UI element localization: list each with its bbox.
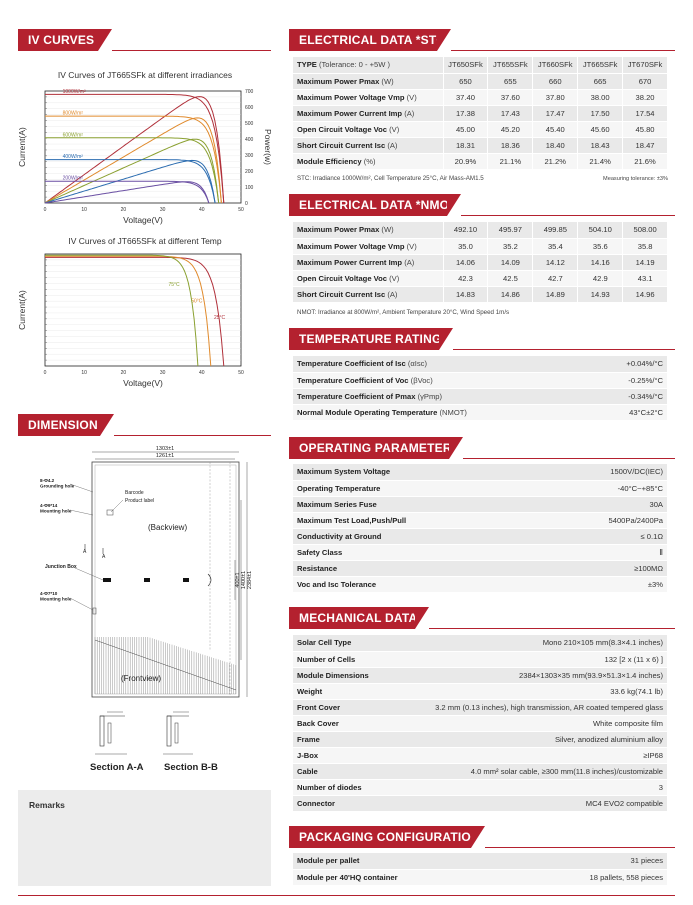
value-cell: 17.43 (488, 105, 533, 121)
row-label: Number of diodes (293, 779, 387, 795)
table-row (293, 512, 667, 528)
model-cell: JT665SFk (578, 57, 623, 73)
series-label: 50°C (191, 298, 203, 305)
value-cell: 43.1 (623, 270, 667, 286)
row-label: Front Cover (293, 699, 387, 715)
model-cell: JT670SFk (623, 57, 667, 73)
value-cell: 650 (443, 73, 488, 89)
table-row (293, 715, 667, 731)
mechanical-table (293, 635, 667, 812)
value-cell: -0.34%/°C (592, 388, 667, 404)
table-row (293, 238, 667, 254)
table-row (293, 137, 667, 153)
row-label: Normal Module Operating Temperature (NMOT) (293, 404, 592, 420)
dimension-header (18, 414, 271, 436)
value-cell: ≥100MΩ (537, 560, 667, 576)
value-cell: 43°C±2°C (592, 404, 667, 420)
height-inner-label: 400±1 (235, 572, 241, 588)
value-cell: 655 (488, 73, 533, 89)
table-row (293, 779, 667, 795)
row-label: J-Box (293, 747, 387, 763)
packaging-table (293, 853, 667, 886)
mounting-hole-label-2: 4-Φ7*10 Mounting hole (40, 591, 72, 602)
table-row (293, 270, 667, 286)
y-axis-label: Current(A) (17, 127, 27, 167)
series-label: 25°C (213, 314, 226, 321)
row-label: Module Dimensions (293, 667, 387, 683)
stc-note: STC: Irradiance 1000W/m², Cell Temperature 25°C, Air Mass-AM1.5 (297, 175, 484, 182)
x-tick-label: 10 (81, 207, 87, 213)
table-row (293, 388, 667, 404)
iv-curve-2 (45, 138, 219, 203)
table-row (293, 222, 667, 238)
table-row (293, 254, 667, 270)
height-outer-label: 2384±1 (247, 570, 253, 590)
x-tick-label: 30 (159, 207, 166, 213)
value-cell: 37.80 (533, 89, 578, 105)
y2-tick-label: 500 (245, 121, 254, 127)
nmot-note: NMOT: Irradiance at 800W/m², Ambient Temperature 20°C, Wind Speed 1m/s (297, 309, 510, 316)
value-cell: 45.20 (488, 121, 533, 137)
chart2-title: IV Curves of JT665SFk at different Temp (68, 236, 222, 246)
value-cell: 42.5 (488, 270, 533, 286)
value-cell: 3 (387, 779, 667, 795)
temperature-header (289, 328, 675, 350)
table-row (293, 731, 667, 747)
table-row (293, 404, 667, 420)
mounting-hole-label-1: 4-Φ9*14 Mounting hole (40, 503, 72, 514)
value-cell: 3.2 mm (0.13 inches), high transmission, AR coated tempered glass (387, 699, 667, 715)
value-cell: 14.06 (443, 254, 488, 270)
header-notch (439, 328, 453, 350)
value-cell: Ⅱ (537, 544, 667, 560)
value-cell: MC4 EVO2 compatible (387, 795, 667, 811)
value-cell: 14.19 (623, 254, 667, 270)
header-rule (451, 50, 675, 51)
row-label: Conductivity at Ground (293, 528, 537, 544)
value-cell: 45.60 (578, 121, 623, 137)
value-cell: 31 pieces (507, 853, 667, 869)
row-label: Weight (293, 683, 387, 699)
value-cell: 37.40 (443, 89, 488, 105)
table-row (293, 667, 667, 683)
row-label: Temperature Coefficient of Isc (αIsc) (293, 356, 592, 372)
header-rule (461, 215, 675, 216)
value-cell: 499.85 (533, 222, 578, 238)
value-cell: 14.96 (623, 286, 667, 302)
nmot-table (293, 222, 667, 303)
x-tick-label: 50 (238, 370, 244, 376)
packaging-title: PACKAGING CONFIGURATION (289, 826, 471, 848)
row-label: Back Cover (293, 715, 387, 731)
row-label: Safety Class (293, 544, 537, 560)
series-label: 800W/m² (62, 110, 83, 117)
mechanical-header (289, 607, 675, 629)
stc-header (289, 29, 675, 51)
row-label: Temperature Coefficient of Voc (βVoc) (293, 372, 592, 388)
temperature-title: TEMPERATURE RATINGS (289, 328, 439, 350)
stc-table (293, 57, 667, 170)
y2-axis-label: Power(w) (263, 129, 273, 165)
value-cell: 17.38 (443, 105, 488, 121)
value-cell: 132 [2 x (11 x 6) ] (387, 651, 667, 667)
value-cell: Mono 210×105 mm(8.3×4.1 inches) (387, 635, 667, 651)
header-notch (471, 826, 485, 848)
width-inner-label: 1261±1 (155, 453, 175, 459)
row-label: Module per pallet (293, 853, 507, 869)
value-cell: 21.2% (533, 153, 578, 169)
row-label: Module Efficiency (%) (293, 153, 443, 169)
table-row (293, 747, 667, 763)
series-label: 600W/m² (62, 132, 83, 139)
junction-box-label: Junction Box (45, 564, 77, 570)
stc-title: ELECTRICAL DATA *STC (289, 29, 437, 51)
iv-curve-1 (45, 256, 211, 366)
table-row (293, 528, 667, 544)
section-a-label: Section A-A (90, 762, 144, 773)
type-label: TYPE (Tolerance: 0 - +5W ) (293, 57, 443, 73)
value-cell: 17.47 (533, 105, 578, 121)
value-cell: 21.4% (578, 153, 623, 169)
width-outer-label: 1303±1 (155, 446, 175, 452)
header-notch (447, 194, 461, 216)
value-cell: 18.31 (443, 137, 488, 153)
temperature-table (293, 356, 667, 421)
dimension-drawing (15, 440, 275, 780)
table-row (293, 356, 667, 372)
row-label: Maximum Power Voltage Vmp (V) (293, 238, 443, 254)
row-label: Module per 40'HQ container (293, 869, 507, 885)
y2-tick-label: 0 (245, 201, 248, 207)
value-cell: 18.43 (578, 137, 623, 153)
remarks-box (18, 790, 271, 886)
series-label: 200W/m² (62, 175, 83, 182)
section-b-label: Section B-B (164, 762, 218, 773)
x-tick-label: 0 (43, 370, 47, 376)
value-cell: 14.12 (533, 254, 578, 270)
row-label: Operating Temperature (293, 480, 537, 496)
value-cell: 35.6 (578, 238, 623, 254)
row-label: Short Circuit Current Isc (A) (293, 286, 443, 302)
value-cell: 18.47 (623, 137, 667, 153)
frontview-cell-grid (95, 637, 236, 694)
plot-frame (45, 254, 241, 366)
table-row (293, 286, 667, 302)
irradiance-iv-chart (10, 80, 280, 230)
value-cell: -40°C~+85°C (537, 480, 667, 496)
grounding-hole-label: 8-Φ4.2 Grounding hole (40, 478, 75, 489)
operating-header (289, 437, 675, 459)
value-cell: 20.9% (443, 153, 488, 169)
section-a-drawing (95, 712, 127, 754)
x-tick-label: 10 (81, 370, 87, 376)
row-label: Maximum Series Fuse (293, 496, 537, 512)
header-notch (100, 414, 114, 436)
model-cell: JT655SFk (488, 57, 533, 73)
value-cell: 4.0 mm² solar cable, ≥300 mm(11.8 inches)/customizable (387, 763, 667, 779)
x-tick-label: 40 (199, 207, 205, 213)
series-label: 400W/m² (62, 154, 83, 161)
backview-label: (Backview) (148, 523, 188, 532)
x-tick-label: 20 (120, 207, 127, 213)
temperature-iv-chart (10, 245, 280, 390)
nmot-header (289, 194, 675, 216)
table-row (293, 683, 667, 699)
packaging-header (289, 826, 675, 848)
row-label: Solar Cell Type (293, 635, 387, 651)
table-row (293, 651, 667, 667)
section-marker: A (102, 554, 106, 560)
height-mid-label: 1400±1 (241, 570, 247, 590)
table-row (293, 853, 667, 869)
row-label: Cable (293, 763, 387, 779)
value-cell: 660 (533, 73, 578, 89)
y2-tick-label: 100 (245, 185, 254, 191)
row-label: Resistance (293, 560, 537, 576)
nmot-title: ELECTRICAL DATA *NMOT (289, 194, 447, 216)
value-cell: 45.00 (443, 121, 488, 137)
value-cell: 14.93 (578, 286, 623, 302)
y2-tick-label: 700 (245, 89, 254, 95)
y2-tick-label: 300 (245, 153, 254, 159)
value-cell: 2384×1303×35 mm(93.9×51.3×1.4 inches) (387, 667, 667, 683)
series-label: 1000W/m² (62, 88, 86, 95)
header-rule (429, 628, 675, 629)
table-row (293, 57, 667, 73)
value-cell: 5400Pa/2400Pa (537, 512, 667, 528)
row-label: Number of Cells (293, 651, 387, 667)
row-label: Maximum Power Current Imp (A) (293, 254, 443, 270)
header-notch (98, 29, 112, 51)
value-cell: 21.6% (623, 153, 667, 169)
header-notch (415, 607, 429, 629)
row-label: Connector (293, 795, 387, 811)
header-rule (453, 349, 675, 350)
value-cell: 508.00 (623, 222, 667, 238)
y2-tick-label: 200 (245, 169, 254, 175)
section-b-drawing (163, 712, 193, 754)
value-cell: 14.86 (488, 286, 533, 302)
row-label: Maximum System Voltage (293, 464, 537, 480)
value-cell: 38.20 (623, 89, 667, 105)
value-cell: ≥IP68 (387, 747, 667, 763)
table-row (293, 763, 667, 779)
table-row (293, 635, 667, 651)
y2-tick-label: 400 (245, 137, 254, 143)
y2-tick-label: 600 (245, 105, 254, 111)
table-row (293, 372, 667, 388)
row-label: Open Circuit Voltage Voc (V) (293, 121, 443, 137)
table-row (293, 89, 667, 105)
row-label: Temperature Coefficient of Pmax (γPmp) (293, 388, 592, 404)
value-cell: +0.04%/°C (592, 356, 667, 372)
row-label: Maximum Power Voltage Vmp (V) (293, 89, 443, 105)
value-cell: 504.10 (578, 222, 623, 238)
value-cell: 18.36 (488, 137, 533, 153)
table-row (293, 496, 667, 512)
value-cell: 35.4 (533, 238, 578, 254)
model-cell: JT660SFk (533, 57, 578, 73)
header-rule (114, 435, 271, 436)
x-axis-label: Voltage(V) (123, 378, 163, 388)
value-cell: 670 (623, 73, 667, 89)
frontview-label: (Frontview) (121, 674, 162, 683)
dimension-title: DIMENSION (18, 414, 100, 436)
value-cell: 42.7 (533, 270, 578, 286)
header-rule (485, 847, 675, 848)
model-cell: JT650SFk (443, 57, 488, 73)
chart1-title: IV Curves of JT665SFk at different irradiances (57, 70, 233, 80)
value-cell: 1500V/DC(IEC) (537, 464, 667, 480)
table-row (293, 105, 667, 121)
x-tick-label: 20 (120, 370, 127, 376)
row-label: Voc and Isc Tolerance (293, 576, 537, 592)
value-cell: 38.00 (578, 89, 623, 105)
value-cell: White composite film (387, 715, 667, 731)
table-row (293, 576, 667, 592)
value-cell: 492.10 (443, 222, 488, 238)
header-notch (449, 437, 463, 459)
row-label: Maximum Power Current Imp (A) (293, 105, 443, 121)
x-axis-label: Voltage(V) (123, 215, 163, 225)
row-label: Frame (293, 731, 387, 747)
table-row (293, 121, 667, 137)
value-cell: 21.1% (488, 153, 533, 169)
row-label: Maximum Power Pmax (W) (293, 73, 443, 89)
header-rule (112, 50, 271, 51)
table-row (293, 699, 667, 715)
x-tick-label: 0 (43, 207, 47, 213)
series-label: 75°C (168, 281, 180, 288)
value-cell: 45.80 (623, 121, 667, 137)
value-cell: ±3% (537, 576, 667, 592)
value-cell: 42.9 (578, 270, 623, 286)
value-cell: 18.40 (533, 137, 578, 153)
iv-curves-header (18, 29, 271, 51)
header-rule (463, 458, 675, 459)
value-cell: 30A (537, 496, 667, 512)
x-tick-label: 50 (238, 207, 244, 213)
header-notch (437, 29, 451, 51)
power-curve-2 (45, 139, 219, 203)
value-cell: 35.0 (443, 238, 488, 254)
footer-rule (18, 895, 675, 896)
row-label: Open Circuit Voltage Voc (V) (293, 270, 443, 286)
value-cell: 665 (578, 73, 623, 89)
table-row (293, 560, 667, 576)
table-row (293, 73, 667, 89)
value-cell: 17.50 (578, 105, 623, 121)
value-cell: 45.40 (533, 121, 578, 137)
junction-box (103, 578, 111, 582)
value-cell: 35.2 (488, 238, 533, 254)
x-tick-label: 30 (159, 370, 166, 376)
x-tick-label: 40 (199, 370, 205, 376)
mechanical-title: MECHANICAL DATA (289, 607, 415, 629)
remarks-label: Remarks (29, 800, 65, 810)
value-cell: 14.83 (443, 286, 488, 302)
value-cell: 14.09 (488, 254, 533, 270)
table-row (293, 795, 667, 811)
table-row (293, 464, 667, 480)
row-label: Maximum Test Load,Push/Pull (293, 512, 537, 528)
row-label: Maximum Power Pmax (W) (293, 222, 443, 238)
value-cell: 42.3 (443, 270, 488, 286)
value-cell: Silver, anodized aluminium alloy (387, 731, 667, 747)
section-marker: A (83, 549, 87, 555)
value-cell: 35.8 (623, 238, 667, 254)
row-label: Short Circuit Current Isc (A) (293, 137, 443, 153)
measuring-tolerance: Measuring tolerance: ±3% (603, 176, 668, 182)
value-cell: 14.16 (578, 254, 623, 270)
value-cell: 495.97 (488, 222, 533, 238)
product-label: Product label (125, 498, 155, 504)
barcode-label: Barcode (125, 490, 144, 496)
value-cell: 37.60 (488, 89, 533, 105)
value-cell: ≤ 0.1Ω (537, 528, 667, 544)
table-row (293, 480, 667, 496)
value-cell: 14.89 (533, 286, 578, 302)
value-cell: 33.6 kg(74.1 lb) (387, 683, 667, 699)
table-row (293, 153, 667, 169)
iv-curves-title: IV CURVES (18, 29, 98, 51)
value-cell: -0.25%/°C (592, 372, 667, 388)
y-axis-label: Current(A) (17, 290, 27, 330)
operating-table (293, 464, 667, 593)
value-cell: 18 pallets, 558 pieces (507, 869, 667, 885)
table-row (293, 869, 667, 885)
table-row (293, 544, 667, 560)
value-cell: 17.54 (623, 105, 667, 121)
operating-title: OPERATING PARAMETERS (289, 437, 449, 459)
